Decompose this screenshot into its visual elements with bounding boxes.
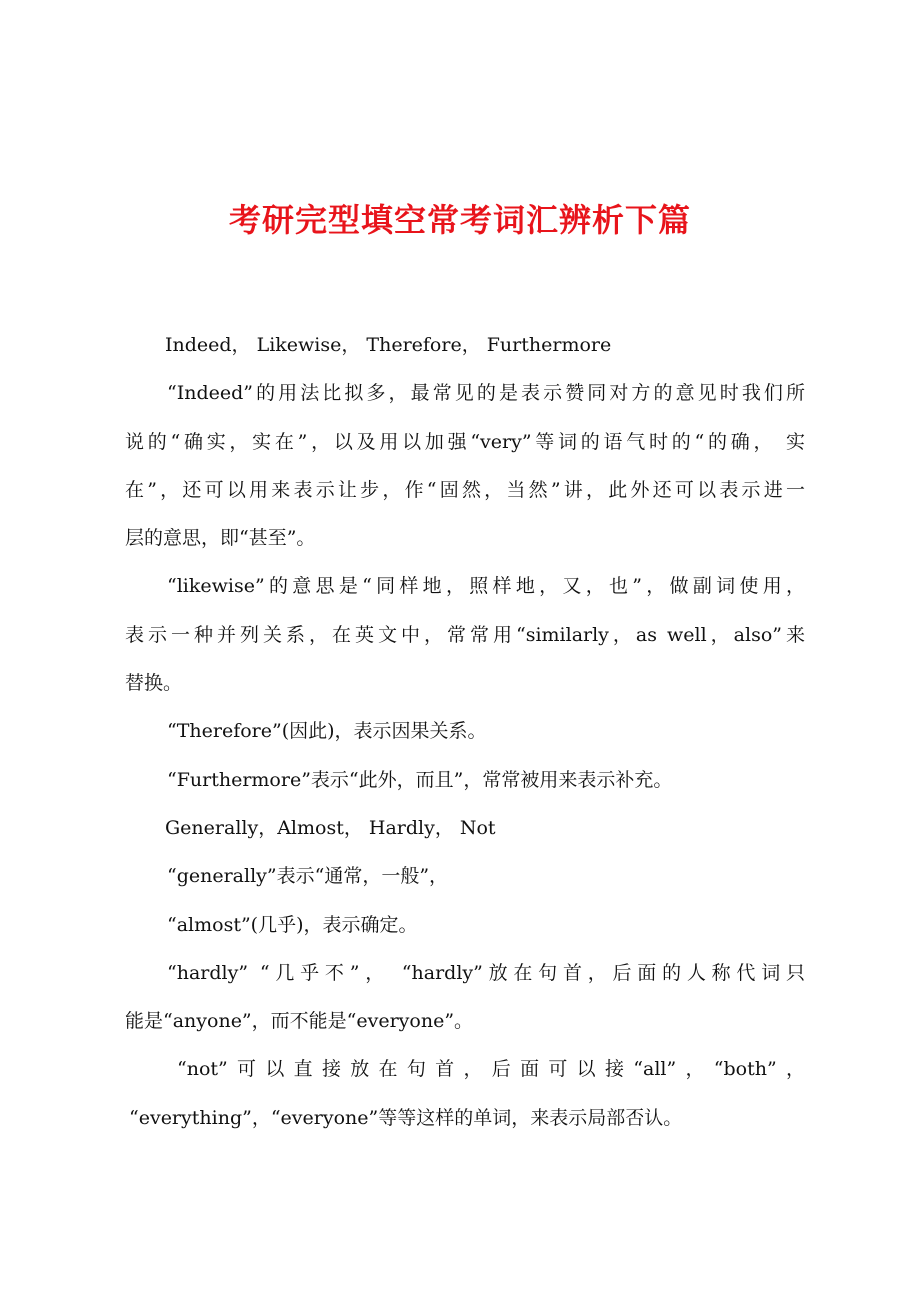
document-title: 考研完型填空常考词汇辨析下篇 (228, 201, 691, 239)
paragraph-line: 层的意思，即“甚至”。 (125, 527, 316, 550)
section-heading: Generally，Almost， Hardly， Not (165, 816, 496, 839)
paragraph-line: “likewise”的意思是“同样地，照样地，又，也”，做副词使用， (167, 575, 805, 598)
paragraph-line: 替换。 (125, 672, 183, 695)
paragraph-line: “Indeed”的用法比拟多，最常见的是表示赞同对方的意见时我们所 (167, 382, 805, 405)
paragraph-line: 说的“确实，实在”，以及用以加强“very”等词的语气时的“的确， 实 (125, 430, 805, 453)
paragraph-line: 能是“anyone”，而不能是“everyone”。 (125, 1010, 474, 1033)
paragraph-line: “Therefore”(因此)，表示因果关系。 (167, 720, 487, 743)
paragraph-line: “everything”，“everyone”等等这样的单词，来表示局部否认。 (129, 1106, 683, 1129)
paragraph-line: 表示一种并列关系，在英文中，常常用“similarly，as well，also”来 (125, 623, 805, 646)
paragraph-line: “generally”表示“通常，一般”， (167, 865, 449, 888)
paragraph-line: “hardly” “几乎不”， “hardly”放在句首，后面的人称代词只 (167, 961, 805, 984)
document-body (125, 330, 805, 1151)
paragraph-line: “Furthermore”表示“此外，而且”，常常被用来表示补充。 (167, 768, 673, 791)
section-heading: Indeed， Likewise， Therefore， Furthermore (165, 334, 612, 356)
paragraph-line: 在”，还可以用来表示让步，作“固然，当然”讲，此外还可以表示进一 (125, 478, 805, 501)
paragraph-line: “not”可以直接放在句首，后面可以接“all”，“both”， (177, 1058, 805, 1081)
paragraph-line: “almost”(几乎)，表示确定。 (167, 913, 418, 936)
